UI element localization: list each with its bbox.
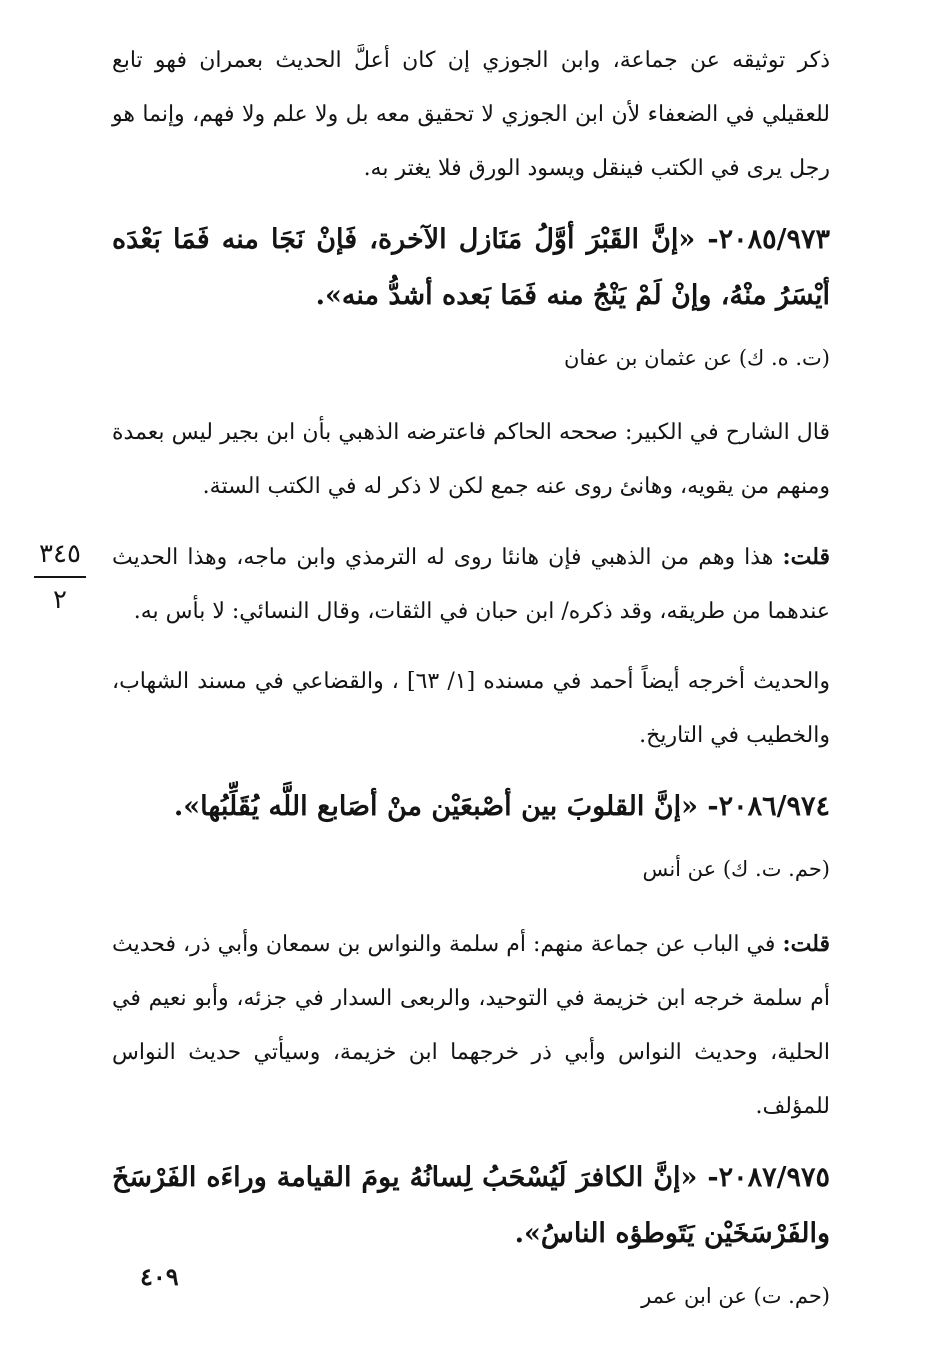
margin-volume-reference xyxy=(30,538,90,616)
margin-divider xyxy=(34,576,86,578)
hadith-source: (ت. ه. ك) عن عثمان بن عفان xyxy=(563,346,830,370)
hadith-source: (حم. ت) عن ابن عمر xyxy=(641,1284,830,1308)
hadith-number: ٢٠٨٦/٩٧٤- xyxy=(707,791,830,822)
hadith-number: ٢٠٨٥/٩٧٣- xyxy=(707,224,830,255)
hadith-2086 xyxy=(112,779,830,835)
paragraph-commentary: قال الشارح في الكبير: صححه الحاكم فاعترضه الذهبي بأن ابن بجير ليس بعمدة ومنهم من يقويه، وهانئ روى عنه جمع لكن لا ذكر له في الكتب الستة. xyxy=(112,420,830,499)
paragraph-takhrij: والحديث أخرجه أيضاً أحمد في مسنده [١/ ٦٣] ، والقضاعي في مسند الشهاب، والخطيب في التاريخ. xyxy=(112,669,830,748)
note-lead: قلت: xyxy=(782,931,830,957)
hadith-text: «إنَّ الكافرَ لَيُسْحَبُ لِسانُهُ يومَ القيامة وراءَه الفَرْسَخَ والفَرْسَخَيْن يَتَوطؤه الناسُ». xyxy=(112,1162,830,1249)
hadith-2087 xyxy=(112,1150,830,1262)
hadith-source: (حم. ت. ك) عن أنس xyxy=(642,857,830,881)
hadith-number: ٢٠٨٧/٩٧٥- xyxy=(707,1162,830,1193)
margin-volume-ref: ٢ xyxy=(53,585,67,615)
paragraph-note xyxy=(112,530,830,639)
hadith-2085 xyxy=(112,212,830,324)
paragraph-note xyxy=(112,917,830,1134)
hadith-text: «إنَّ القَبْرَ أوَّلُ مَنَازل الآخرة، فَإنْ نَجَا منه فَمَا بَعْدَه أيْسَرُ منْهُ، وإنْ لَمْ يَنْجُ منه فَمَا بَعده أشدُّ منه». xyxy=(112,224,830,311)
note-body: في الباب عن جماعة منهم: أم سلمة والنواس بن سمعان وأبي ذر، فحديث أم سلمة خرجه ابن خزيمة في التوحيد، والربعى السدار في جزئه، وأبو نعيم في الحلية، وحديث النواس وأبي ذر خرجهما ابن خزيمة، وسيأتي حديث النواس للمؤلف. xyxy=(112,932,830,1119)
margin-page-ref: ٣٤٥ xyxy=(39,539,81,569)
main-text-column xyxy=(112,34,830,1344)
page-number: ٤٠٩ xyxy=(140,1262,179,1291)
hadith-text: «إنَّ القلوبَ بين أصْبعَيْن منْ أصَابع اللَّه يُقَلِّبُها». xyxy=(173,791,698,822)
note-body: هذا وهم من الذهبي فإن هانئا روى له الترمذي وابن ماجه، وهذا الحديث عندهما من طريقه، وقد ذكره/ ابن حبان في الثقات، وقال النسائي: لا بأس به. xyxy=(112,545,830,624)
paragraph-intro: ذكر توثيقه عن جماعة، وابن الجوزي إن كان أعلَّ الحديث بعمران فهو تابع للعقيلي في الضعفاء لأن ابن الجوزي لا تحقيق معه بل ولا علم ولا فهم، وإنما هو رجل يرى في الكتب فينقل ويسود الورق فلا يغتر به. xyxy=(112,48,830,181)
note-lead: قلت: xyxy=(782,544,830,570)
